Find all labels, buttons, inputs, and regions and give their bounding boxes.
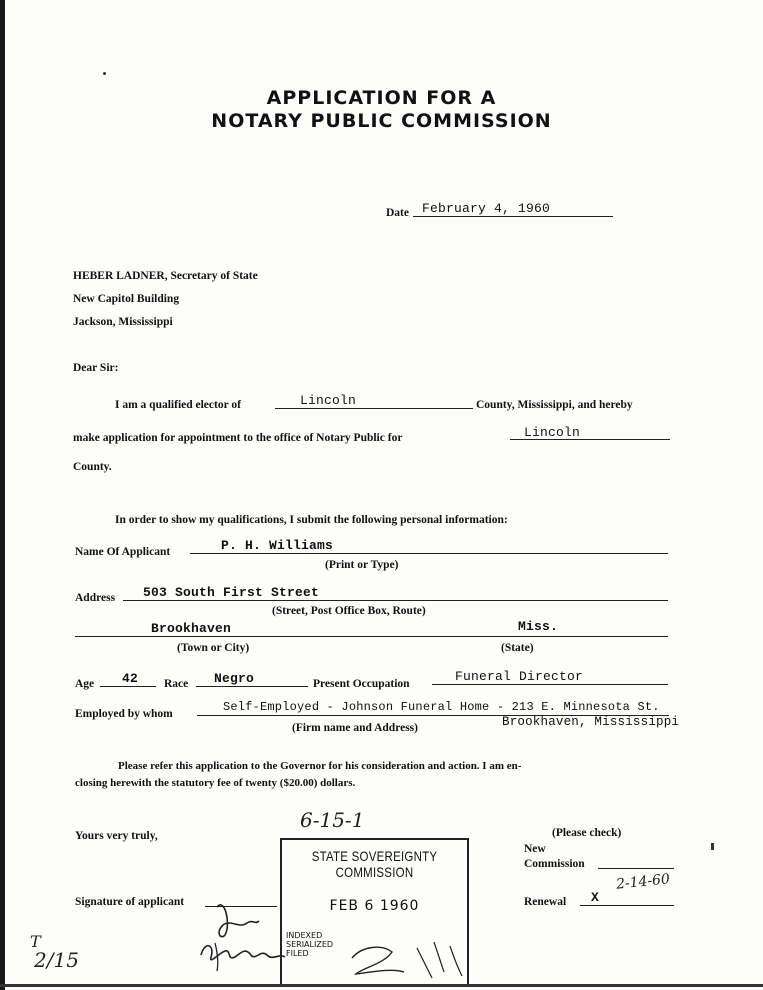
bottom-scan-border bbox=[0, 984, 763, 987]
new-label: New bbox=[524, 843, 546, 855]
age-underline bbox=[100, 686, 156, 687]
signature-label: Signature of applicant bbox=[75, 896, 185, 908]
applicant-name-hint: (Print or Type) bbox=[325, 559, 399, 571]
para1-part4: County. bbox=[73, 461, 112, 473]
title-line-1: APPLICATION FOR A bbox=[266, 87, 497, 109]
town-state-underline bbox=[75, 636, 668, 637]
commission-label: Commission bbox=[524, 858, 585, 870]
race-label: Race bbox=[164, 678, 189, 690]
elector-county-underline bbox=[275, 408, 473, 409]
stamp-initials-scribble bbox=[322, 928, 467, 986]
age-value: 42 bbox=[122, 671, 139, 686]
town-value: Brookhaven bbox=[151, 621, 232, 636]
address-hint: (Street, Post Office Box, Route) bbox=[272, 605, 426, 617]
renewal-underline bbox=[580, 905, 674, 906]
age-label: Age bbox=[75, 678, 95, 690]
para2: In order to show my qualifications, I submit the following personal information: bbox=[115, 514, 508, 526]
closing: Yours very truly, bbox=[75, 830, 158, 842]
stamp-title: STATE SOVEREIGNTY COMMISSION bbox=[311, 848, 438, 880]
address-underline bbox=[123, 600, 668, 601]
scan-speck bbox=[103, 72, 106, 75]
address-label: Address bbox=[75, 592, 116, 604]
race-underline bbox=[196, 686, 308, 687]
state-hint: (State) bbox=[501, 642, 534, 654]
applicant-name-label: Name Of Applicant bbox=[75, 546, 171, 558]
applicant-name-value: P. H. Williams bbox=[221, 538, 334, 553]
employer-label: Employed by whom bbox=[75, 708, 173, 720]
title-line-2: NOTARY PUBLIC COMMISSION bbox=[211, 110, 552, 132]
stamp-serialized: SERIALIZED bbox=[286, 940, 334, 949]
date-underline bbox=[413, 216, 613, 217]
occupation-label: Present Occupation bbox=[313, 678, 410, 690]
sovereignty-commission-stamp bbox=[280, 838, 469, 987]
addressee-building: New Capitol Building bbox=[73, 293, 180, 305]
stamp-date: FEB 6 1960 bbox=[329, 898, 420, 914]
check-tick-mark bbox=[711, 843, 714, 850]
occupation-value: Funeral Director bbox=[455, 669, 584, 684]
para1-part3: make application for appointment to the office of Notary Public for bbox=[73, 432, 403, 444]
date-value: February 4, 1960 bbox=[422, 201, 551, 216]
race-value: Negro bbox=[214, 671, 255, 686]
state-value: Miss. bbox=[518, 619, 559, 634]
renewal-handwritten-date: 2-14-60 bbox=[615, 871, 671, 893]
para3-line2: closing herewith the statutory fee of twenty ($20.00) dollars. bbox=[75, 777, 356, 789]
notary-county-value: Lincoln bbox=[524, 425, 581, 440]
stamp-filed: FILED bbox=[286, 949, 309, 958]
renewal-mark: X bbox=[591, 890, 600, 905]
occupation-underline bbox=[432, 684, 668, 685]
para3-line1: Please refer this application to the Governor for his consideration and action. I am en- bbox=[118, 760, 522, 772]
applicant-signature-scribble bbox=[195, 895, 287, 980]
para1-part1: I am a qualified elector of bbox=[115, 399, 241, 411]
renewal-label: Renewal bbox=[524, 896, 567, 908]
date-label: Date bbox=[386, 207, 409, 219]
margin-handwriting-top: T bbox=[30, 932, 41, 951]
handwritten-number: 6-15-1 bbox=[300, 808, 365, 832]
addressee-city: Jackson, Mississippi bbox=[73, 316, 173, 328]
address-value: 503 South First Street bbox=[143, 585, 320, 600]
town-hint: (Town or City) bbox=[177, 642, 250, 654]
left-scan-border bbox=[0, 0, 5, 990]
stamp-indexed: INDEXED bbox=[286, 931, 323, 940]
salutation: Dear Sir: bbox=[73, 362, 119, 374]
notary-county-underline bbox=[510, 439, 670, 440]
margin-handwriting-bottom: 2/15 bbox=[34, 948, 79, 972]
employer-hint: (Firm name and Address) bbox=[292, 722, 418, 734]
employer-city: Brookhaven, Mississippi bbox=[502, 715, 680, 729]
applicant-name-underline bbox=[190, 553, 668, 554]
addressee-name: HEBER LADNER, Secretary of State bbox=[73, 270, 258, 282]
employer-value: Self-Employed - Johnson Funeral Home - 213 E. Minnesota St. bbox=[223, 700, 660, 714]
new-commission-underline bbox=[598, 868, 674, 869]
check-heading: (Please check) bbox=[552, 827, 622, 839]
elector-county-value: Lincoln bbox=[300, 393, 357, 408]
para1-part2: County, Mississippi, and hereby bbox=[476, 399, 633, 411]
